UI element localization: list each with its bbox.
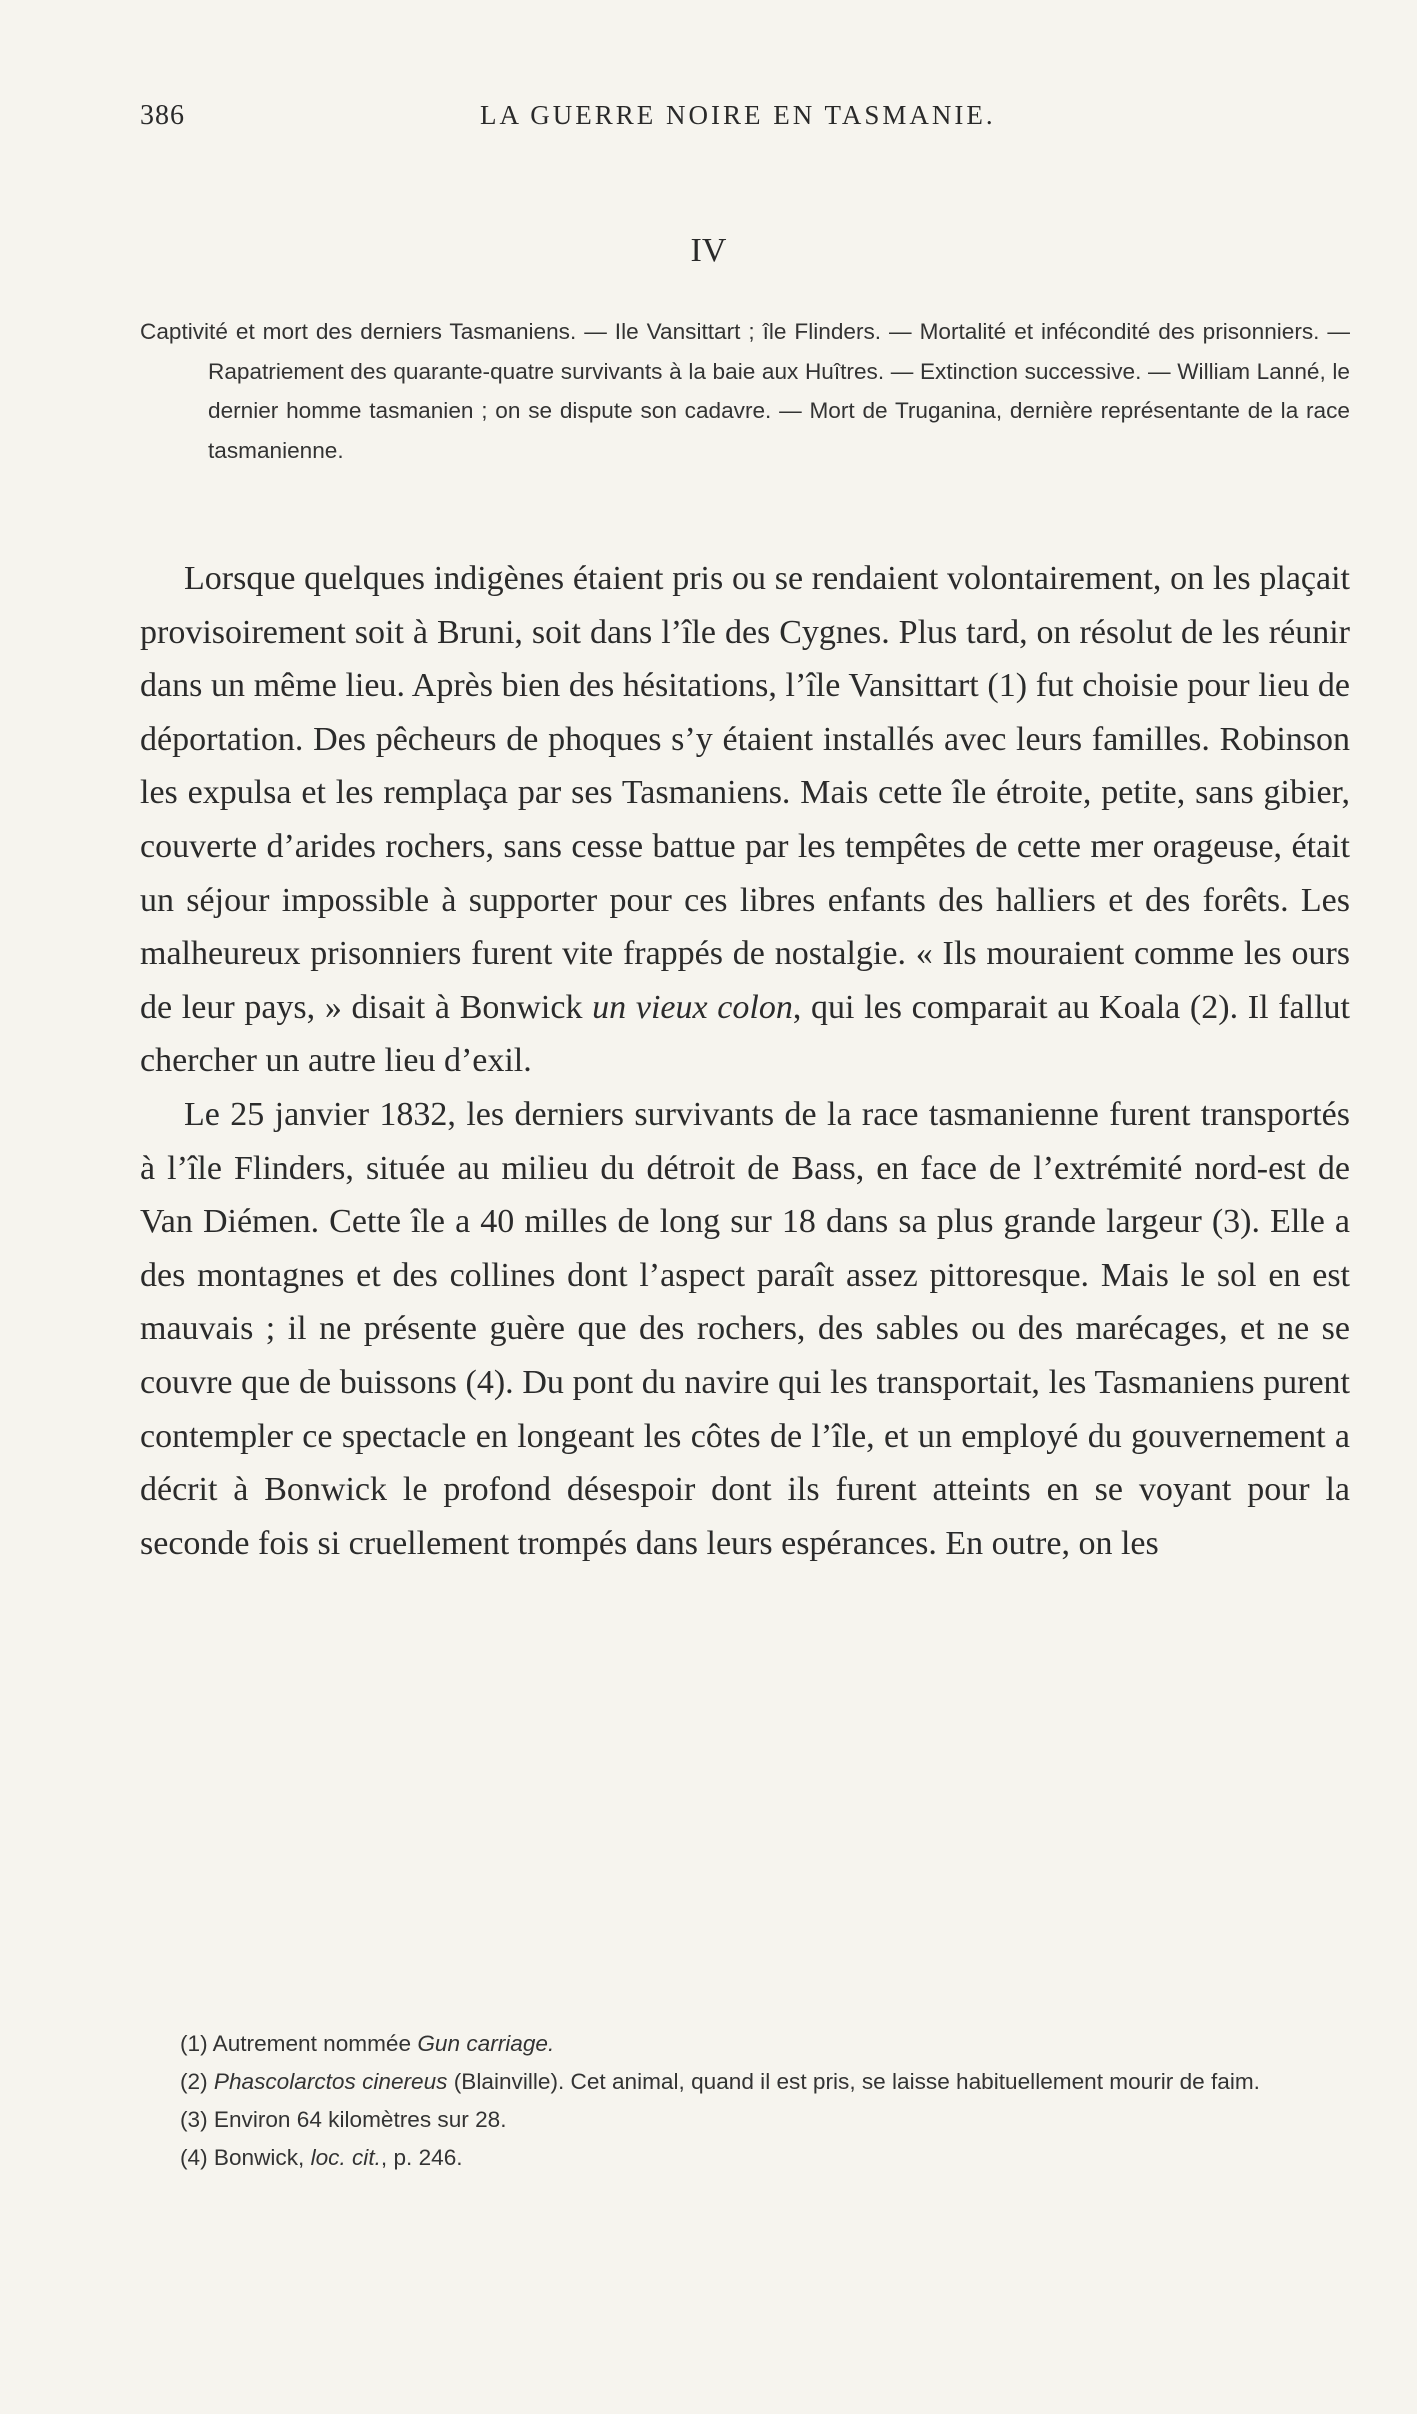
section-number: IV bbox=[690, 232, 727, 269]
paragraph-1-part-a: Lorsque quelques indigènes étaient pris ou se rendaient volontairement, on les plaçait provisoirement soit à Bruni, soit dans l’île des Cygnes. Plus tard, on résolut de les réunir dans un même lieu. Après bien des hésitations, l’île Vansittart (1) fut choisie pour lieu de déportation. Des pêcheurs de phoques s’y étaient installés avec leurs familles. Robinson les expulsa et les remplaça par ses Tasmaniens. Mais cette île étroite, petite, sans gibier, couverte d’arides rochers, sans cesse battue par les tempêtes de cette mer orageuse, était un séjour impossible à supporter pour ces libres enfants des halliers et des forêts. Les malheureux prisonniers furent vite frappés de nostalgie. « Ils mouraient comme les ours de leur pays, » disait à Bonwick bbox=[140, 560, 1350, 1026]
paragraph-1 bbox=[140, 552, 1350, 1088]
paragraph-1-italic: un vieux colon bbox=[592, 988, 793, 1026]
page-number: 386 bbox=[140, 100, 185, 131]
footnote-4-text: (4) Bonwick, bbox=[180, 2145, 311, 2170]
footnote-4-tail: , p. 246. bbox=[380, 2145, 463, 2170]
footnote-1 bbox=[180, 2025, 1350, 2063]
paragraph-2: Le 25 janvier 1832, les derniers survivants de la race tasmanienne furent transportés à l’île Flinders, située au milieu du détroit de Bass, en face de l’extrémité nord-est de Van Diémen. Cette île a 40 milles de long sur 18 dans sa plus grande largeur (3). Elle a des montagnes et des collines dont l’aspect paraît assez pittoresque. Mais le sol en est mauvais ; il ne présente guère que des rochers, des sables ou des marécages, et ne se couvre que de buissons (4). Du pont du navire qui les transportait, les Tasmaniens purent contempler ce spectacle en longeant les côtes de l’île, et un employé du gouvernement a décrit à Bonwick le profond désespoir dont ils furent atteints en se voyant pour la seconde fois si cruellement trompés dans leurs espérances. En outre, on les bbox=[140, 1095, 1350, 1562]
running-title: LA GUERRE NOIRE EN TASMANIE. bbox=[480, 100, 996, 130]
footnote-1-text: (1) Autrement nommée bbox=[180, 2031, 418, 2056]
body-text bbox=[140, 552, 1350, 1570]
footnote-4-italic: loc. cit. bbox=[310, 2145, 381, 2170]
footnotes bbox=[140, 2025, 1350, 2177]
footnote-3: (3) Environ 64 kilomètres sur 28. bbox=[180, 2107, 507, 2132]
footnote-1-italic: Gun carriage. bbox=[417, 2031, 555, 2056]
footnote-2-italic: Phascolarctos cinereus bbox=[213, 2069, 448, 2094]
footnote-2-mark: (2) bbox=[180, 2069, 214, 2094]
footnote-4 bbox=[180, 2139, 1350, 2177]
running-header bbox=[140, 100, 1340, 140]
footnote-2-text: (Blainville). Cet animal, quand il est pris, se laisse habituellement mourir de faim. bbox=[447, 2069, 1260, 2094]
paragraph-1-part-b: , qui les comparait au Koala (2). Il fallut chercher un autre lieu d’exil. bbox=[140, 988, 1350, 1080]
summary-text: Captivité et mort des derniers Tasmaniens. — Ile Vansittart ; île Flinders. — Mortalité et infécondité des prisonniers. — Rapatriement des quarante-quatre survivants à la baie aux Huîtres. — Extinction successive. — William Lanné, le dernier homme tasmanien ; on se dispute son cadavre. — Mort de Truganina, dernière représentante de la race tasmanienne. bbox=[140, 319, 1350, 463]
footnote-2 bbox=[140, 2063, 1350, 2101]
section-summary bbox=[140, 312, 1350, 470]
